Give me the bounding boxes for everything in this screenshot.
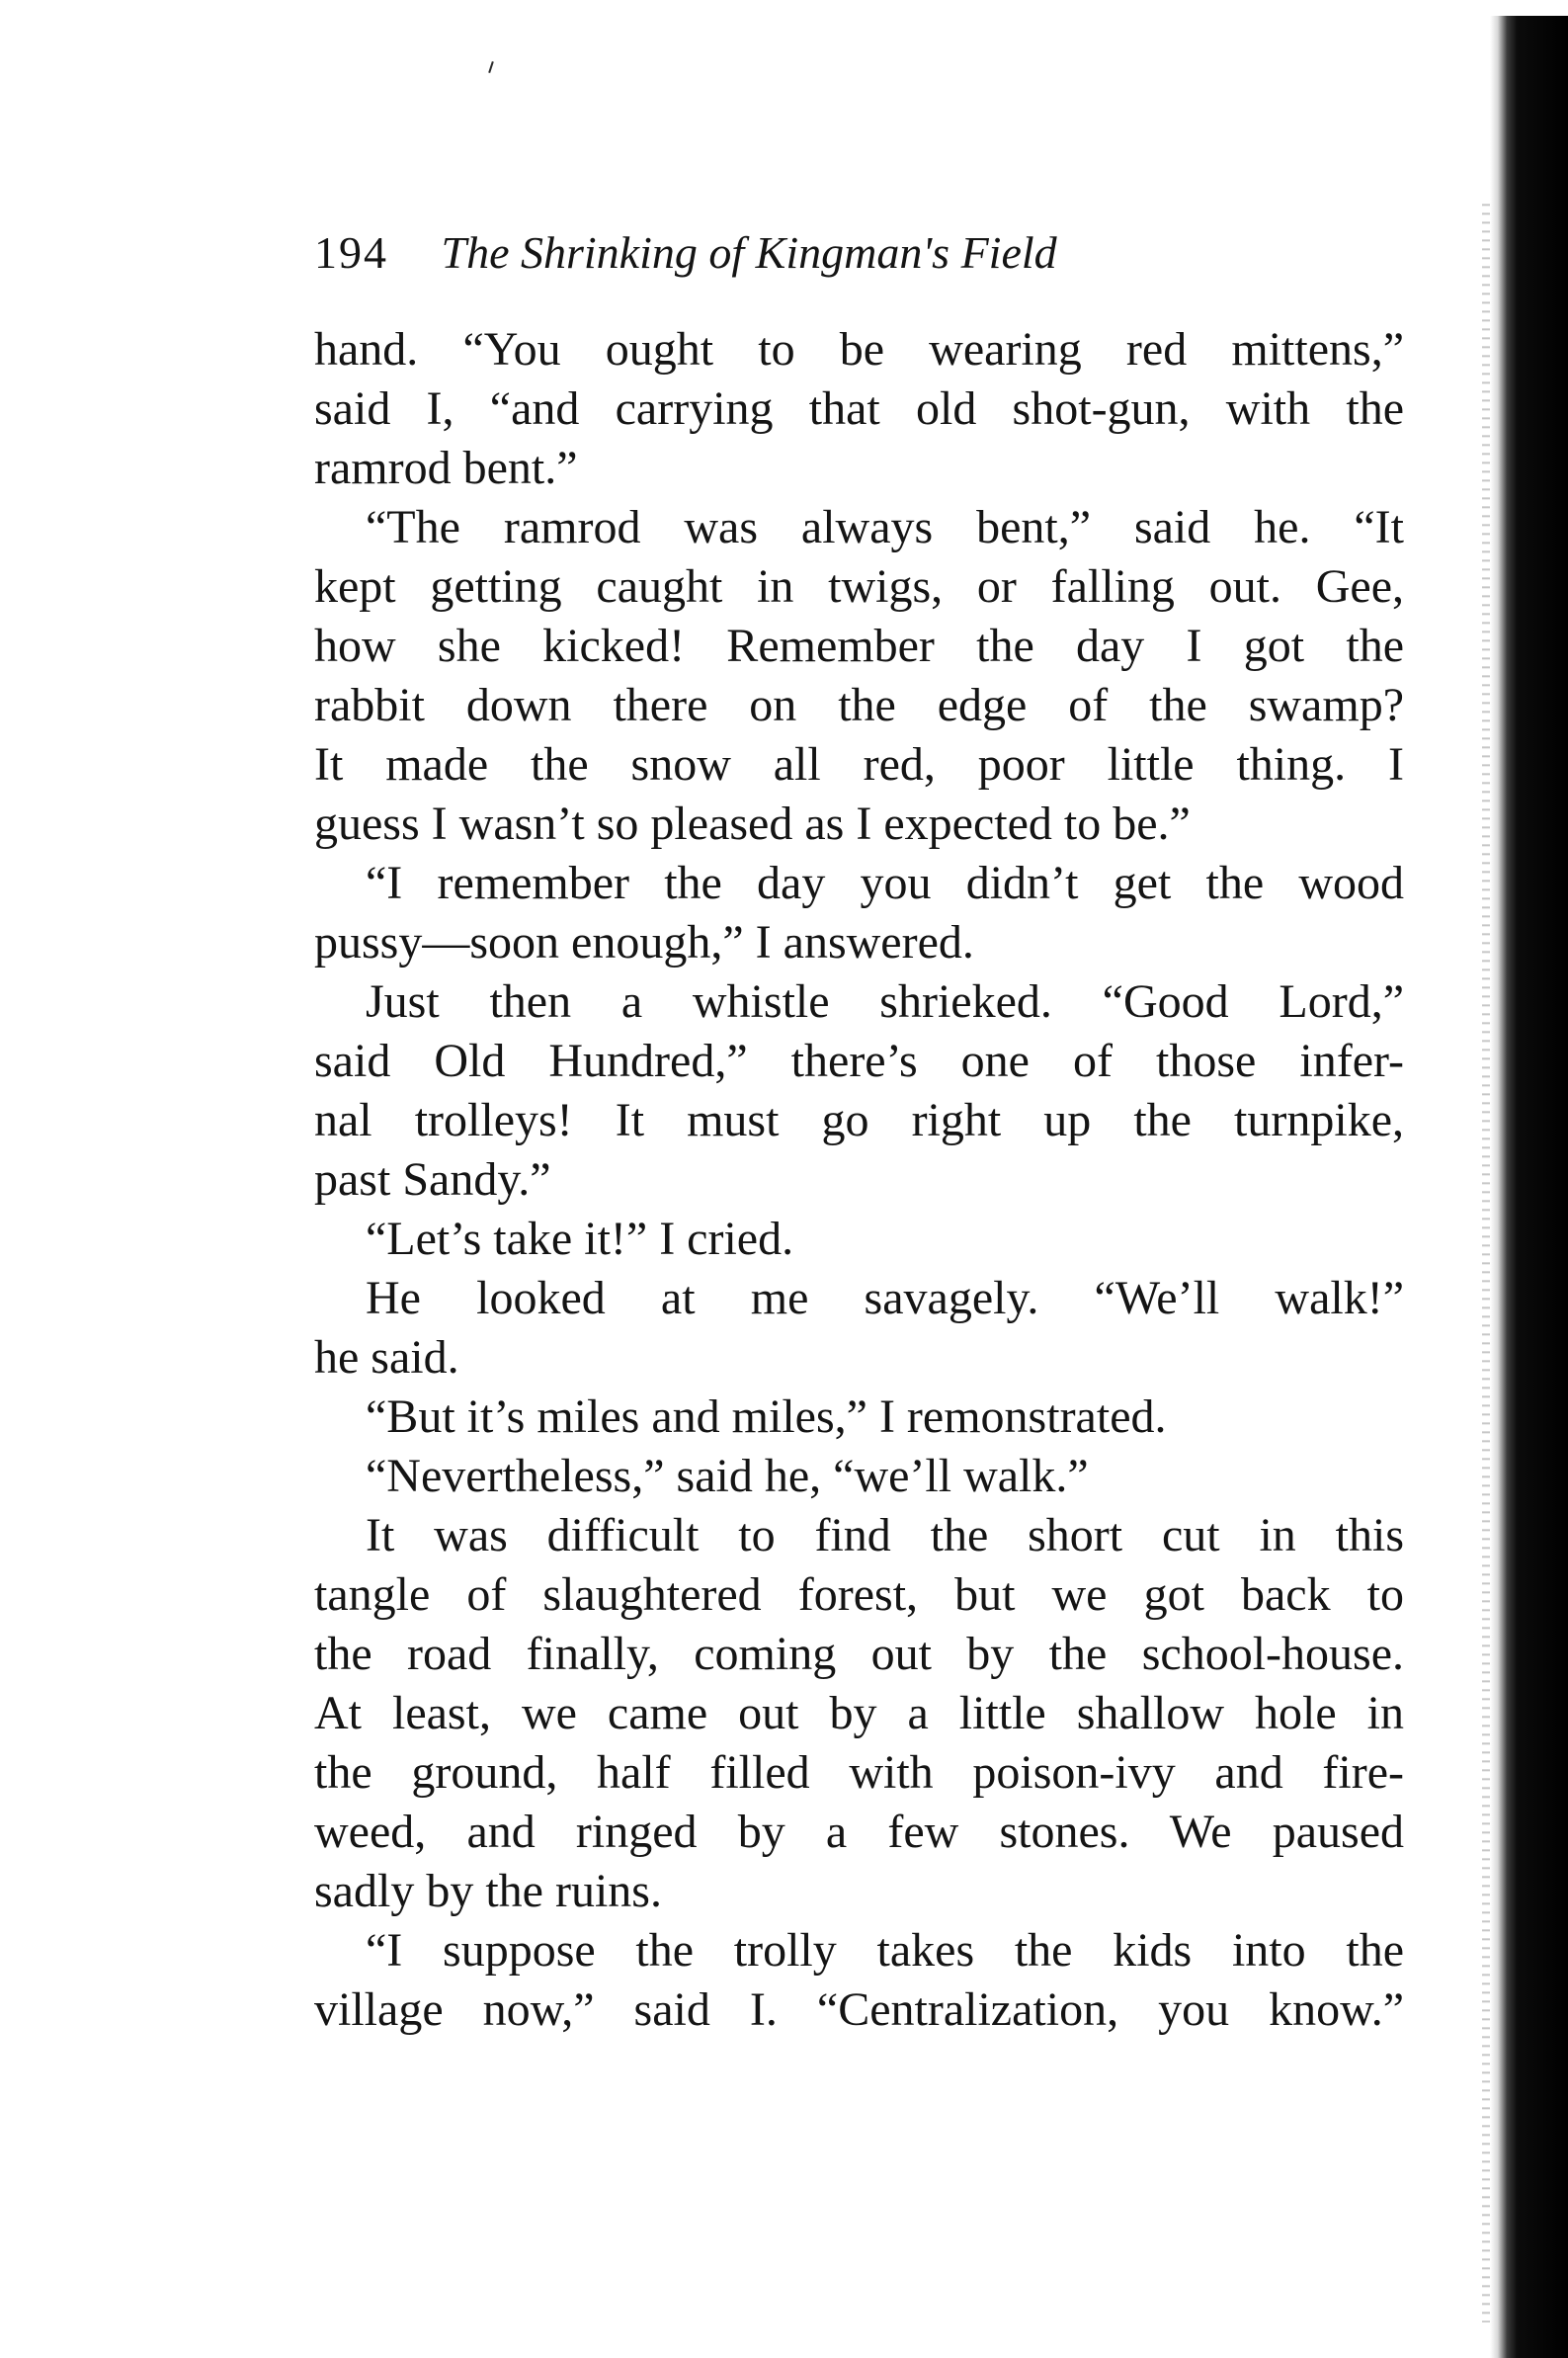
text-line: kept getting caught in twigs, or falling out. Gee,: [314, 560, 1404, 613]
text-line: said Old Hundred,” there’s one of those infer-: [314, 1035, 1404, 1087]
text-line: “I remember the day you didn’t get the wood: [366, 857, 1404, 909]
text-line: “The ramrod was always bent,” said he. “It: [366, 501, 1404, 553]
text-line: tangle of slaughtered forest, but we got back to: [314, 1568, 1404, 1621]
text-line: past Sandy.”: [314, 1153, 551, 1206]
text-line: nal trolleys! It must go right up the turnpike,: [314, 1094, 1404, 1146]
running-title: The Shrinking of Kingman's Field: [441, 227, 1057, 278]
text-line: Just then a whistle shrieked. “Good Lord,”: [366, 975, 1404, 1028]
page-number: 194: [314, 227, 388, 278]
text-line: sadly by the ruins.: [314, 1865, 662, 1917]
text-line: the ground, half filled with poison-ivy and fire-: [314, 1746, 1404, 1799]
scan-dark-edge: [1490, 16, 1568, 2358]
text-line: ramrod bent.”: [314, 442, 578, 494]
text-line: how she kicked! Remember the day I got the: [314, 620, 1404, 672]
ink-speck: [488, 61, 494, 73]
text-line: rabbit down there on the edge of the swamp?: [314, 679, 1404, 731]
text-line: guess I wasn’t so pleased as I expected to be.”: [314, 798, 1191, 850]
text-line: the road finally, coming out by the school-house.: [314, 1628, 1404, 1680]
running-head: [314, 213, 1302, 293]
text-line: pussy—soon enough,” I answered.: [314, 916, 974, 968]
text-line: “But it’s miles and miles,” I remonstrated.: [366, 1390, 1167, 1443]
text-line: “Let’s take it!” I cried.: [366, 1213, 794, 1265]
text-line: said I, “and carrying that old shot-gun, with the: [314, 382, 1404, 435]
text-line: It was difficult to find the short cut in this: [366, 1509, 1404, 1561]
text-line: weed, and ringed by a few stones. We paused: [314, 1806, 1404, 1858]
text-line: It made the snow all red, poor little thing. I: [314, 738, 1404, 791]
text-line: He looked at me savagely. “We’ll walk!”: [366, 1272, 1404, 1324]
text-line: hand. “You ought to be wearing red mittens,”: [314, 323, 1404, 376]
text-line: village now,” said I. “Centralization, you know.”: [314, 1983, 1404, 2036]
text-line: “I suppose the trolly takes the kids into the: [366, 1924, 1404, 1977]
text-line: he said.: [314, 1331, 459, 1384]
text-line: At least, we came out by a little shallow hole in: [314, 1687, 1404, 1739]
text-line: “Nevertheless,” said he, “we’ll walk.”: [366, 1450, 1089, 1502]
